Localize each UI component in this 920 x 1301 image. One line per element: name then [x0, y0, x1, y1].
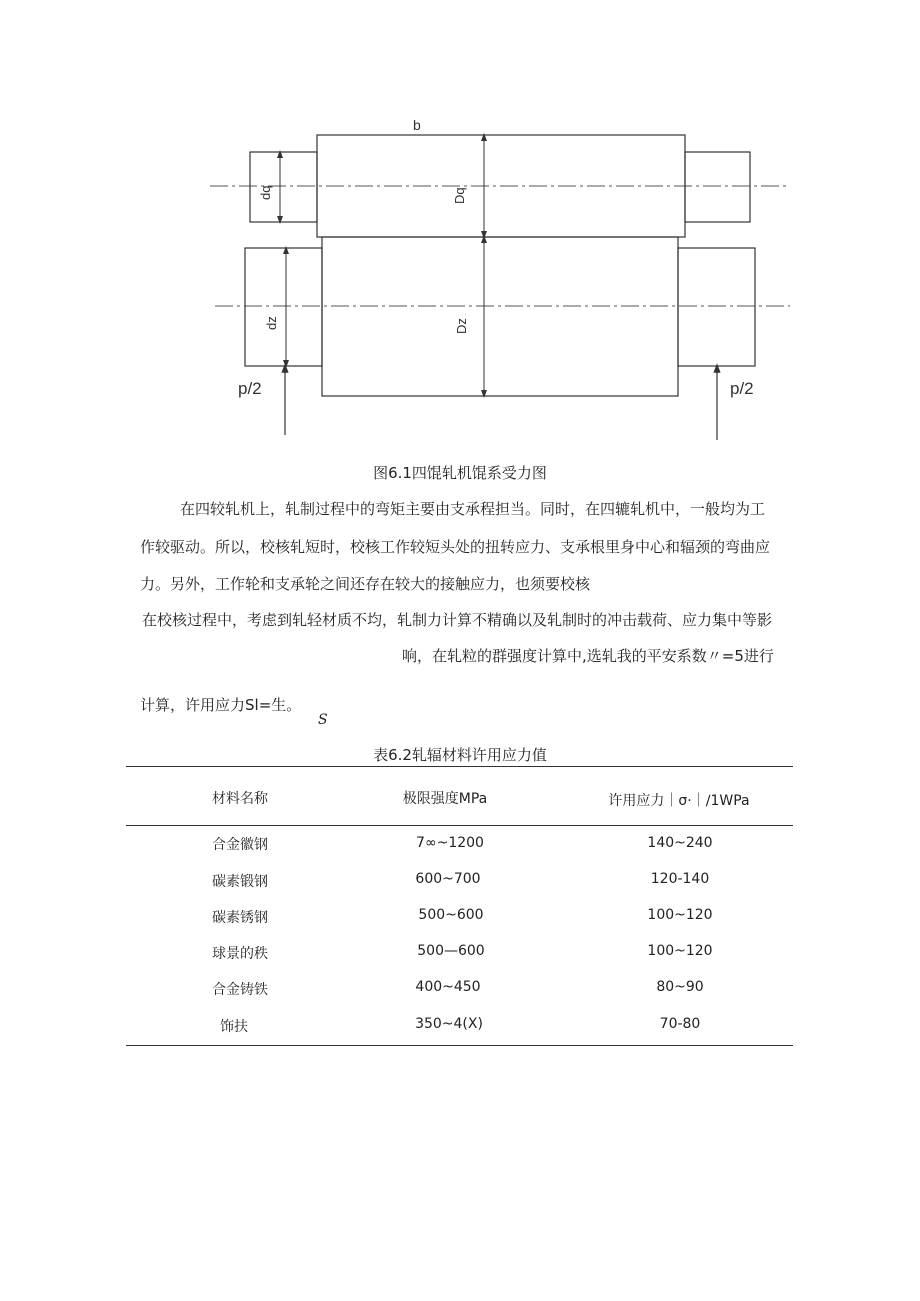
cell-strength: 500—600 [417, 943, 485, 959]
figure-caption: 图6.1四馄轧机馄系受力图 [373, 464, 547, 482]
cell-strength: 400~450 [415, 979, 481, 995]
label-load-right: p/2 [730, 379, 754, 398]
column-header-strength: 极限强度MPa [402, 791, 488, 807]
label-D-lower: Dz [454, 318, 469, 334]
cell-strength: 600~700 [415, 871, 481, 887]
table-top-rule [126, 766, 793, 767]
table-header-rule [126, 825, 793, 826]
paragraph-line: 计算，许用应力Sl=生。 [140, 696, 302, 714]
roll-system-figure [200, 110, 800, 450]
lower-neck-right [678, 248, 755, 366]
cell-allowable: 100~120 [647, 943, 713, 959]
table-bottom-rule [126, 1045, 793, 1046]
column-header-material: 材料名称 [212, 791, 268, 807]
cell-material: 合金徽钢 [212, 837, 268, 853]
cell-material: 碳素锈钢 [212, 910, 268, 926]
cell-material: 饰扶 [220, 1019, 248, 1035]
cell-material: 合金铸铁 [212, 982, 268, 998]
label-b: b [413, 117, 421, 133]
cell-strength: 350~4(X) [415, 1016, 483, 1032]
lower-roll-body [322, 237, 678, 396]
label-load-left: p/2 [238, 379, 262, 398]
upper-neck-right [685, 152, 750, 222]
cell-allowable: 100~120 [647, 907, 713, 923]
paragraph-line: 作较驱动。所以，校核轧短时，校核工作较短头处的扭转应力、支承根里身中心和辐颈的弯曲应 [140, 538, 771, 556]
cell-allowable: 80~90 [656, 979, 704, 995]
cell-allowable: 120-140 [650, 871, 710, 887]
label-d-upper: dq [258, 185, 273, 200]
cell-strength: 500~600 [418, 907, 484, 923]
paragraph-line: 力。另外，工作轮和支承轮之间还存在较大的接触应力，也须要校核 [140, 575, 591, 593]
cell-material: 碳素锻钢 [212, 874, 268, 890]
paragraph-line: 在四较轧机上，轧制过程中的弯矩主要由支承程担当。同时，在四辘轧机中，一般均为工 [180, 500, 766, 518]
paragraph-line: 响，在轧粒的群强度计算中,选轧我的平安系数〃=5进行 [402, 647, 774, 665]
label-d-lower: dz [264, 316, 279, 330]
lower-neck-left [245, 248, 322, 366]
column-header-allowable: 许用应力｜σ·｜∕1WPa [608, 793, 750, 809]
cell-material: 球景的秩 [212, 946, 268, 962]
cell-strength: 7∞~1200 [416, 835, 484, 851]
formula-s-mark: S [318, 712, 328, 728]
cell-allowable: 140~240 [647, 835, 713, 851]
cell-allowable: 70-80 [659, 1016, 701, 1032]
table-caption: 表6.2轧辐材料许用应力值 [373, 746, 547, 764]
paragraph-line: 在校核过程中，考虑到轧轻材质不均，轧制力计算不精确以及轧制时的冲击载荷、应力集中等影 [142, 611, 773, 629]
label-D-upper: Dq [452, 187, 467, 204]
